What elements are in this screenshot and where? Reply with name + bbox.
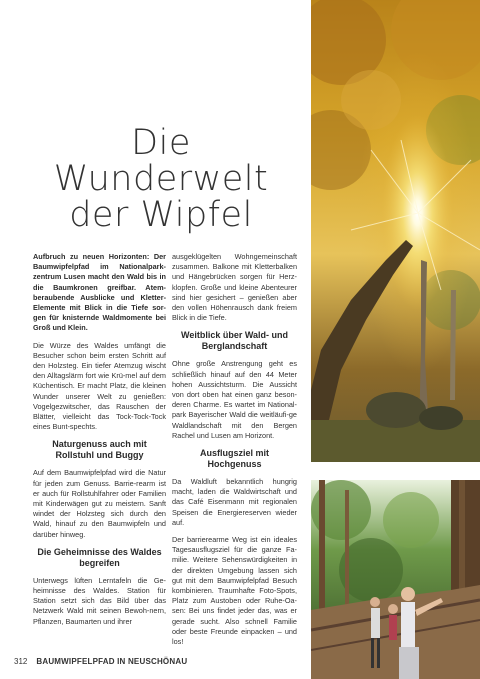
page-title [30, 123, 292, 236]
text-column-middle [172, 252, 297, 654]
body-paragraph: Da Waldluft bekanntlich hungrig macht, laden die Waldwirtschaft und das Café Eisenmann mit regionalen Speisen die Energiereserven wieder auf. [172, 477, 297, 527]
title-line-2: Wunderwelt [53, 159, 269, 200]
body-paragraph: Die Würze des Waldes umfängt die Besucher schon beim ersten Schritt auf den Holzsteg. Ein tiefer Atemzug wischt den Alltagslärm fort wie Krü-mel auf dem Küchentisch. Er macht Platz, die kleinen Wunder unserer Welt zu genießen: Vogelgezwitscher, das Rauschen der Blätter, vielleicht das Tock-Tock-Tock eines Bunt-spechts. [33, 340, 166, 432]
section-heading-rollstuhl: Naturgenuss auch mit Rollstuhl und Buggy [52, 439, 147, 461]
footer-title: BAUMWIPFELPFAD IN NEUSCHÖNAU [36, 657, 188, 666]
autumn-forest-photo [311, 0, 480, 462]
body-paragraph: Der barrierearme Weg ist ein ideales Tagesausflugsziel für die ganze Fa-milie. Weitere Sehenswürdigkeiten in der direkten Umgebung lassen sich gut mit dem Baumwipfelpfad Besuch kombinieren. Traumhafte Foto-Spots, Platz zum Austoben oder Ruhe-Oa-sen: Bei uns findet jeder das, was er gerade sucht. Also schnell Familie oder beste Freunde einpacken – und los! [172, 535, 297, 647]
body-paragraph: Auf dem Baumwipfelpfad wird die Natur für jeden zum Genuss. Barrie-rearm ist er auch für Rollstuhlfahrer oder Familien mit Kinderwägen gut zu meistern. Sanft windet der Holzsteg sich durch den Wald, hinauf zu den Baumwipfeln und darüber hinweg. [33, 468, 166, 539]
body-paragraph: ausgeklügelten Wohngemeinschaft zusammen. Balkone mit Kletterbalken und Hängebrücken sorgen für Herz-klopfen. Große und kleine Abenteurer sind hier gesichert – genießen aber den vollen Höhenrausch dank freiem Blick in die Tiefe. [172, 252, 297, 323]
title-line-3: der Wipfel [69, 195, 253, 236]
page-number: 312 [14, 657, 28, 666]
body-paragraph: Ohne große Anstrengung geht es schließlich hinauf auf den 44 Meter hohen Aussichtsturm. Die Aussicht von dort oben hat einen ganz beson-deren Charme. Es wartet im National-park Bayerischer Wald die weitläufi-ge Waldlandschaft mit den Bergen Rachel und Lusen am Horizont. [172, 359, 297, 440]
boardwalk-visitors-photo [311, 480, 480, 679]
lead-paragraph: Aufbruch zu neuen Horizonten: Der Baumwipfelpfad im Nationalpark-zentrum Lusen macht den Wald bis in die Baumkronen greifbar. Atem-beraubende Ausblicke und Kletter-Elemente mit Blick in die Tiefe sor-gen für knisternde Waldmomente bei Groß und Klein. [33, 252, 166, 333]
body-paragraph: Unterwegs lüften Lerntafeln die Ge-heimnisse des Waldes. Station für Station setzt sich das Bild über das Netzwerk Wald mit seinen Bewoh-nern, Pflanzen, Baumarten und ihrer [33, 575, 166, 626]
section-heading-weitblick: Weitblick über Wald- und Berglandschaft [180, 330, 288, 352]
text-column-left [33, 252, 166, 634]
section-heading-geheimnisse: Die Geheimnisse des Waldes begreifen [37, 546, 162, 568]
page-footer [14, 657, 187, 666]
section-heading-ausflugsziel: Ausflugsziel mit Hochgenuss [199, 448, 269, 470]
title-line-1: Die [131, 123, 191, 164]
